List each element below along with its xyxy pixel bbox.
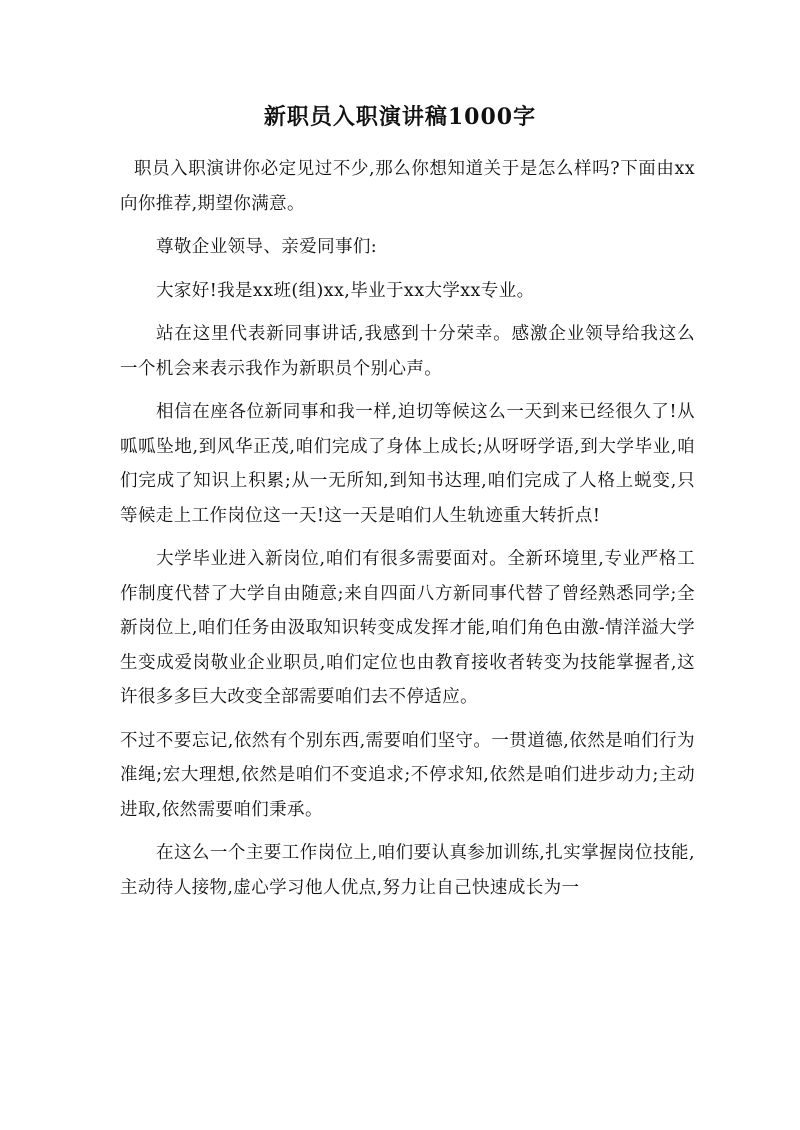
paragraph-greeting: 大家好!我是xx班(组)xx,毕业于xx大学xx专业。: [156, 280, 535, 301]
paragraph-salutation: 尊敬企业领导、亲爱同事们:: [156, 237, 378, 257]
document-body: [120, 152, 695, 914]
paragraph-intro: 职员入职演讲你必定见过不少,那么你想知道关于是怎么样吗?下面由xx向你推荐,期望你满意。: [120, 159, 695, 214]
paragraph-honored: 站在这里代表新同事讲话,我感到十分荣幸。感激企业领导给我这么一个机会来表示我作为新职员个别心声。: [120, 324, 695, 379]
paragraph-values: 不过不要忘记,依然有个别东西,需要咱们坚守。一贯道德,依然是咱们行为准绳;宏大理想,依然是咱们不变追求;不停求知,依然是咱们进步动力;主动进取,依然需要咱们秉承。: [120, 730, 695, 820]
paragraph-challenges: 大学毕业进入新岗位,咱们有很多需要面对。全新环境里,专业严格工作制度代替了大学自由随意;来自四面八方新同事代替了曾经熟悉同学;全新岗位上,咱们任务由汲取知识转变成发挥才能,咱们角色由激-情洋溢大学生变成爱岗敬业企业职员,咱们定位也由教育接收者转变为技能掌握者,这许很多多巨大改变全部需要咱们去不停适应。: [120, 549, 695, 707]
paragraph-commitment: 在这么一个主要工作岗位上,咱们要认真参加训练,扎实掌握岗位技能,主动待人接物,虚心学习他人优点,努力让自己快速成长为一: [120, 843, 695, 898]
paragraph-anticipation: 相信在座各位新同事和我一样,迫切等候这么一天到来已经很久了!从呱呱坠地,到风华正茂,咱们完成了身体上成长;从呀呀学语,到大学毕业,咱们完成了知识上积累;从一无所知,到知书达理,咱们完成了人格上蜕变,只等候走上工作岗位这一天!这一天是咱们人生轨迹重大转折点!: [120, 402, 695, 526]
document-title: 新职员入职演讲稿1000字: [263, 104, 537, 130]
